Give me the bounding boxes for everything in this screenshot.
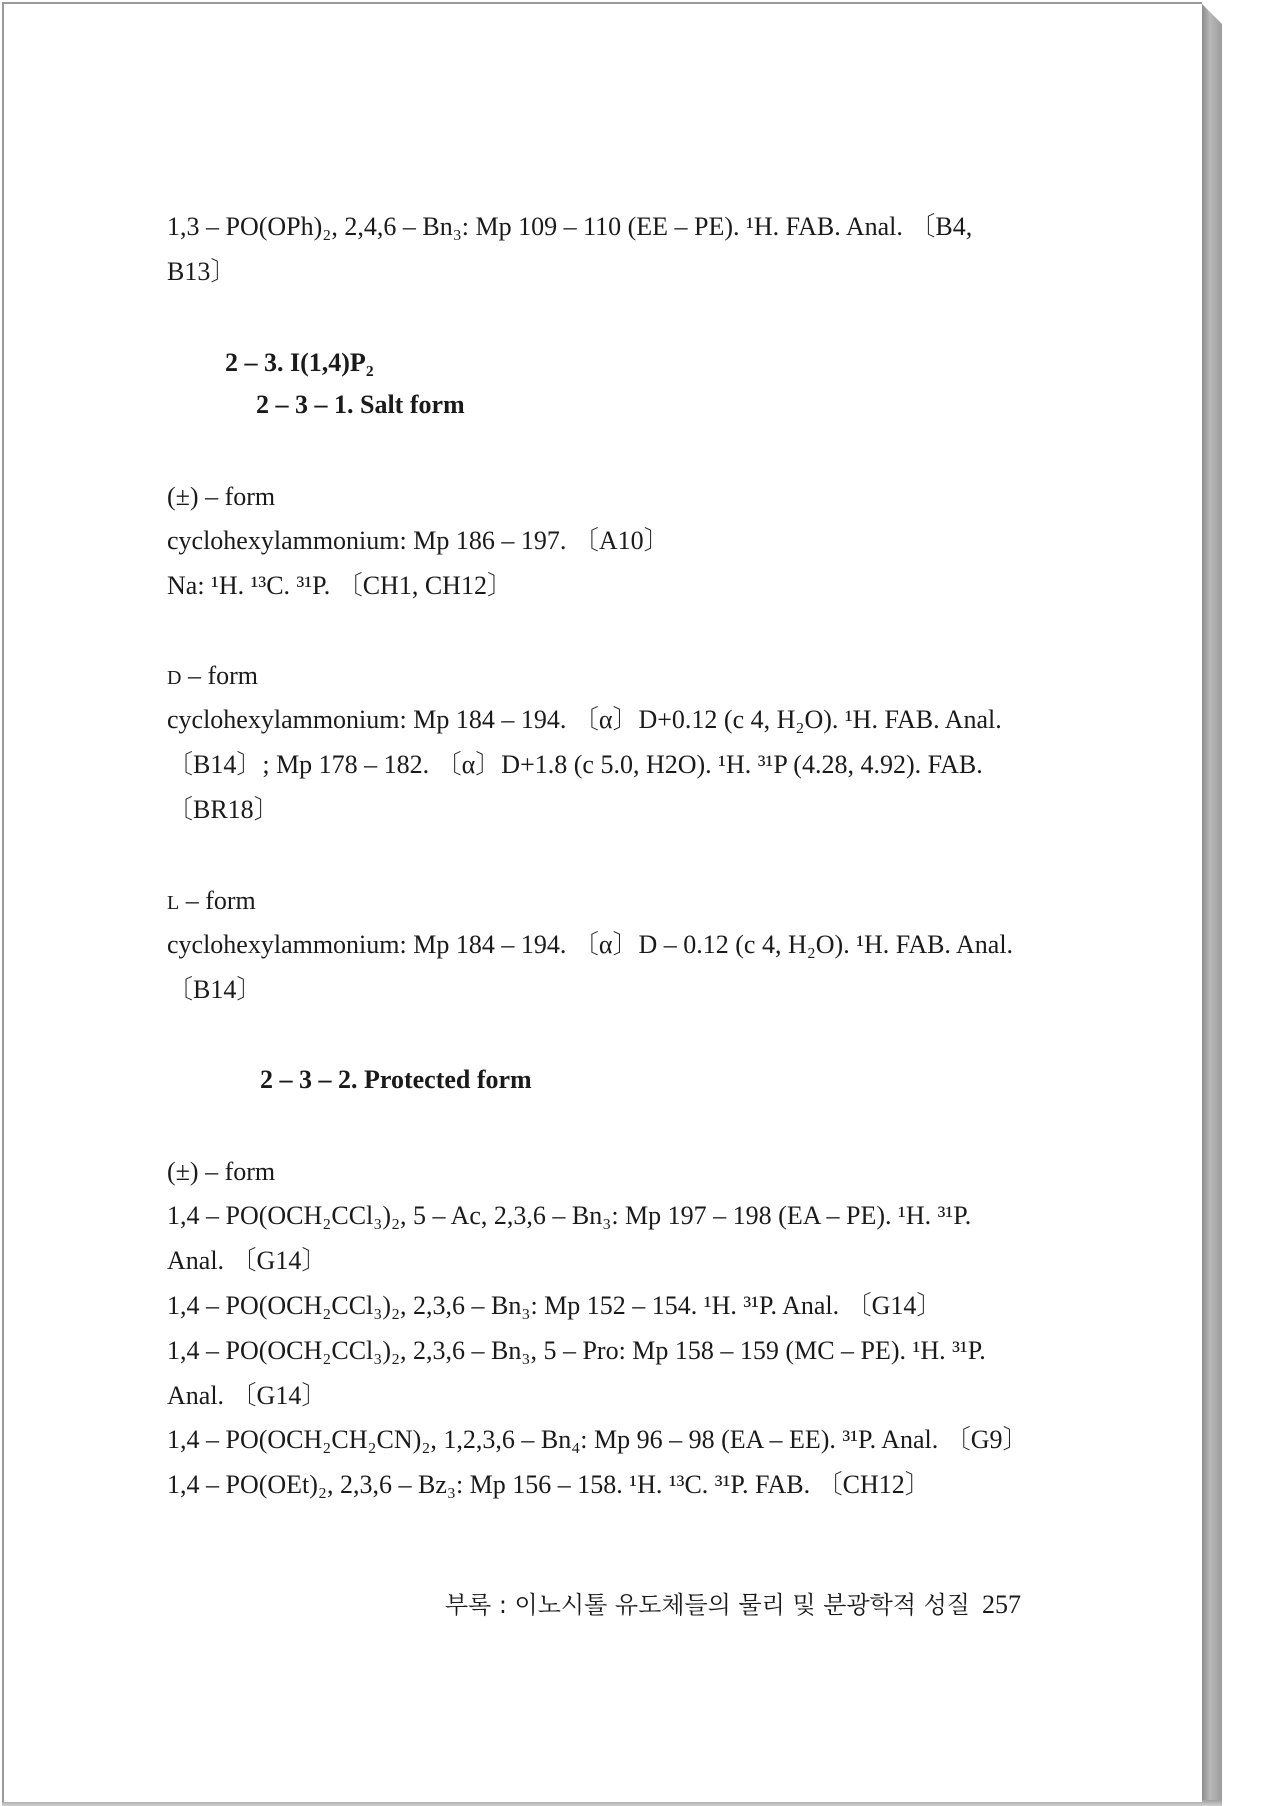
entry-line: cyclohexylammonium: Mp 184 – 194. 〔α〕D+0.12 (c 4, H₂O). ¹H. FAB. Anal.	[167, 705, 1002, 734]
page-footer	[445, 1585, 1021, 1620]
form-label	[167, 661, 258, 693]
subsection-heading: 2 – 3 – 2. Protected form	[260, 1065, 532, 1094]
entry-line: 1,4 – PO(OCH₂CCl₃)₂, 2,3,6 – Bn₃, 5 – Pro: Mp 158 – 159 (MC – PE). ¹H. ³¹P.	[167, 1336, 986, 1365]
entry-line: 〔B14〕	[167, 975, 263, 1004]
entry-line: Anal. 〔G14〕	[167, 1381, 328, 1410]
page-edge-shadow	[1202, 4, 1222, 1804]
page-number: 257	[982, 1590, 1021, 1619]
entry-line: 1,4 – PO(OEt)₂, 2,3,6 – Bz₃: Mp 156 – 158. ¹H. ¹³C. ³¹P. FAB. 〔CH12〕	[167, 1470, 931, 1499]
form-label	[167, 886, 256, 918]
entry-line: 1,4 – PO(OCH₂CH₂CN)₂, 1,2,3,6 – Bn₄: Mp 96 – 98 (EA – EE). ³¹P. Anal. 〔G9〕	[167, 1425, 1029, 1454]
entry-line: Na: ¹H. ¹³C. ³¹P. 〔CH1, CH12〕	[167, 571, 513, 600]
running-title: 부록 : 이노시톨 유도체들의 물리 및 분광학적 성질	[444, 1591, 970, 1619]
entry-line: 〔B14〕; Mp 178 – 182. 〔α〕D+1.8 (c 5.0, H2O). ¹H. ³¹P (4.28, 4.92). FAB.	[167, 750, 983, 779]
entry-line: 1,4 – PO(OCH₂CCl₃)₂, 2,3,6 – Bn₃: Mp 152 – 154. ¹H. ³¹P. Anal. 〔G14〕	[167, 1291, 943, 1320]
form-label-rest: – form	[181, 661, 258, 690]
form-label-rest: – form	[179, 886, 256, 915]
entry-line: 〔BR18〕	[167, 795, 280, 824]
entry-line: 1,3 – PO(OPh)₂, 2,4,6 – Bn₃: Mp 109 – 110 (EE – PE). ¹H. FAB. Anal. 〔B4,	[167, 212, 973, 241]
form-label: (±) – form	[167, 1157, 276, 1186]
entry-line: Anal. 〔G14〕	[167, 1246, 328, 1275]
entry-line: cyclohexylammonium: Mp 186 – 197. 〔A10〕	[167, 526, 670, 555]
form-label: (±) – form	[167, 482, 276, 511]
subsection-heading: 2 – 3 – 1. Salt form	[256, 390, 465, 419]
entry-line: B13〕	[167, 257, 237, 286]
form-letter: D	[167, 667, 182, 689]
form-letter: L	[167, 892, 180, 914]
section-heading: 2 – 3. I(1,4)P₂	[225, 348, 374, 377]
entry-line: 1,4 – PO(OCH₂CCl₃)₂, 5 – Ac, 2,3,6 – Bn₃: Mp 197 – 198 (EA – PE). ¹H. ³¹P.	[167, 1201, 972, 1230]
entry-line: cyclohexylammonium: Mp 184 – 194. 〔α〕D – 0.12 (c 4, H₂O). ¹H. FAB. Anal.	[167, 930, 1014, 959]
